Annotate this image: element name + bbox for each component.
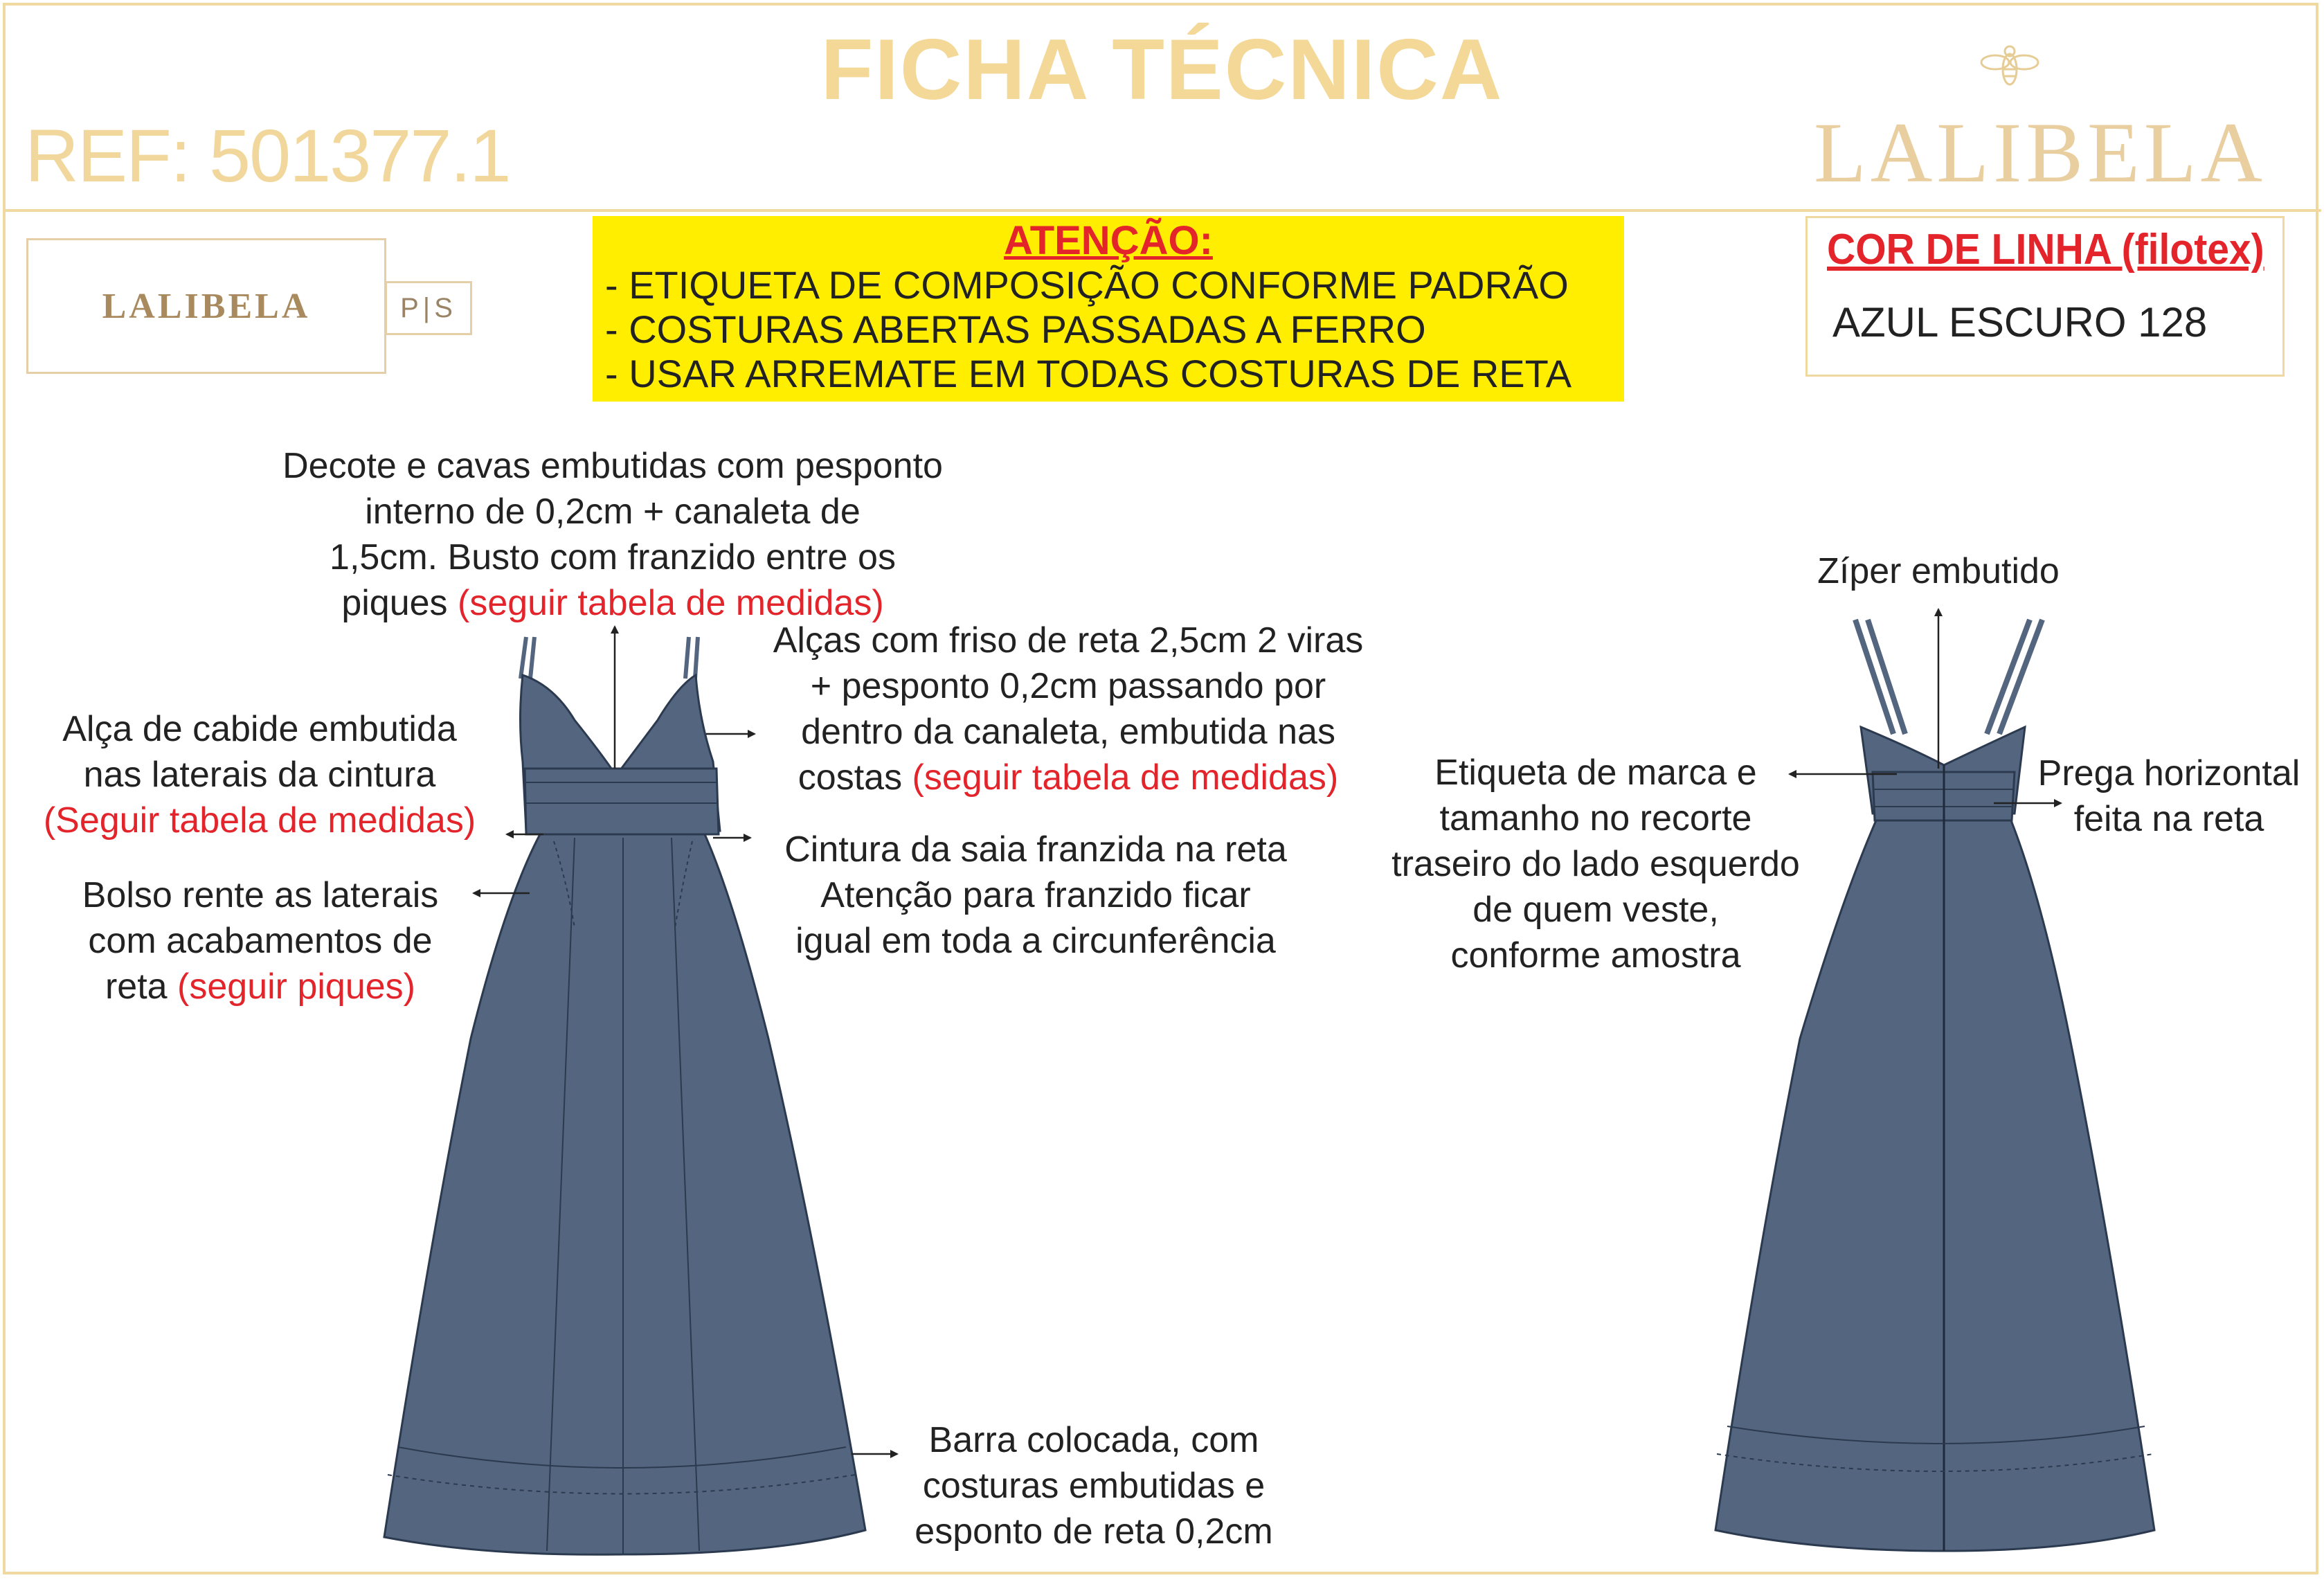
- label-brand-text: LALIBELA: [102, 286, 311, 326]
- neckline-note: Decote e cavas embutidas com pesponto interno de 0,2cm + canaleta de 1,5cm. Busto com franzido entre os piques (seguir tabela de medidas): [282, 446, 943, 623]
- hem-note: Barra colocada, com costuras embutidas e esponto de reta 0,2cm: [915, 1420, 1273, 1552]
- attention-line: - COSTURAS ABERTAS PASSADAS A FERRO: [605, 307, 1426, 351]
- page-title: FICHA TÉCNICA: [820, 22, 1504, 118]
- brand-label-note: Etiqueta de marca e tamanho no recorte traseiro do lado esquerdo de quem veste, conforme amostra: [1391, 753, 1800, 976]
- attention-title: ATENÇÃO:: [1004, 218, 1213, 263]
- attention-line: - ETIQUETA DE COMPOSIÇÃO CONFORME PADRÃO: [605, 263, 1569, 307]
- hanger-loop-note: Alça de cabide embutida nas laterais da cintura (Seguir tabela de medidas): [43, 709, 476, 841]
- waist-note: Cintura da saia franzida na reta Atenção para franzido ficar igual em toda a circunferência: [784, 829, 1287, 961]
- zipper-note: Zíper embutido: [1817, 551, 2060, 591]
- straps-note: Alças com friso de reta 2,5cm 2 viras + pesponto 0,2cm passando por dentro da canaleta, embutida nas costas (seguir tabela de medidas): [773, 620, 1364, 798]
- brand-logo: LALIBELA: [1814, 105, 2267, 200]
- reference-code: REF: 501377.1: [25, 114, 510, 197]
- attention-line: - USAR ARREMATE EM TODAS COSTURAS DE RETA: [605, 352, 1572, 395]
- thread-color-title: COR DE LINHA (filotex): [1827, 226, 2264, 273]
- pocket-note: Bolso rente as laterais com acabamentos de reta (seguir piques): [82, 875, 439, 1007]
- thread-color-value: AZUL ESCURO 128: [1832, 299, 2208, 345]
- pleat-note: Prega horizontal feita na reta: [2037, 753, 2300, 839]
- size-tag: P|S: [385, 281, 472, 335]
